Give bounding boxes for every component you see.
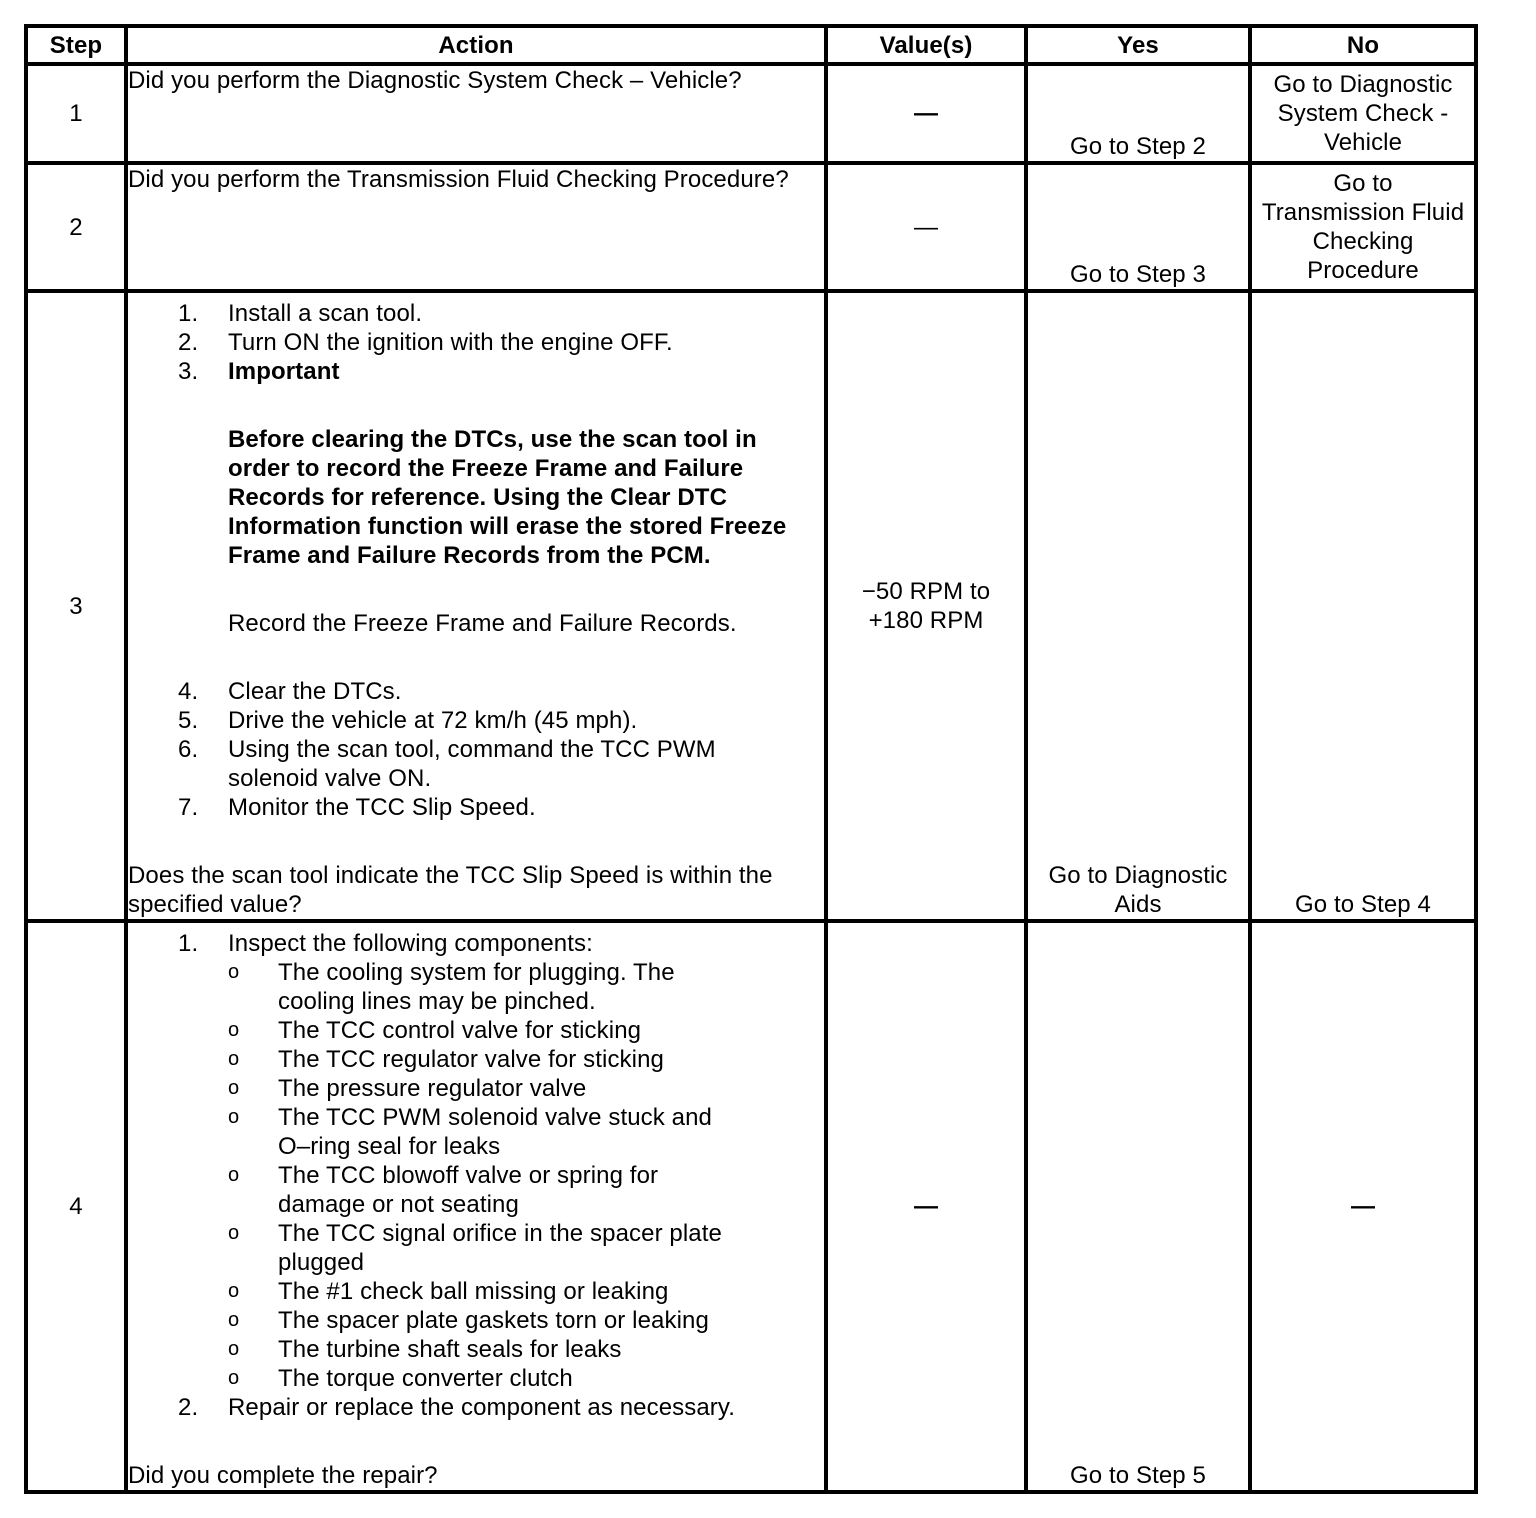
step-number: 4 xyxy=(26,921,126,1492)
header-action: Action xyxy=(126,26,826,64)
component-text xyxy=(278,1161,824,1219)
component-item xyxy=(228,1103,824,1161)
action-cell xyxy=(126,64,826,163)
component-line: The torque converter clutch xyxy=(278,1365,573,1392)
yes-line: Aids xyxy=(1114,891,1162,918)
component-text xyxy=(278,1074,824,1103)
list-text xyxy=(228,735,824,793)
no-line: Checking xyxy=(1312,228,1414,255)
list-number: 2. xyxy=(178,1394,199,1421)
list-text: Turn ON the ignition with the engine OFF. xyxy=(228,329,673,356)
list-number: 1. xyxy=(178,930,199,957)
header-no: No xyxy=(1250,26,1476,64)
no-cell: Go to Step 4 xyxy=(1250,291,1476,921)
component-item xyxy=(228,1161,824,1219)
component-line: O–ring seal for leaks xyxy=(278,1133,501,1160)
table-row xyxy=(26,921,1476,1492)
header-step: Step xyxy=(26,26,126,64)
note-line: Frame and Failure Records from the PCM. xyxy=(228,542,711,569)
note-line: Before clearing the DTCs, use the scan tool in xyxy=(228,426,757,453)
yes-cell: Go to Step 5 xyxy=(1026,921,1250,1492)
list-text: Clear the DTCs. xyxy=(228,678,402,705)
bullet-icon: o xyxy=(228,1106,240,1128)
action-question: Did you perform the Transmission Fluid Checking Procedure? xyxy=(128,166,789,193)
component-text xyxy=(278,1016,824,1045)
list-item xyxy=(178,299,824,328)
bullet-icon: o xyxy=(228,1164,240,1186)
component-item xyxy=(228,1277,824,1306)
component-line: The TCC control valve for sticking xyxy=(278,1017,642,1044)
action-question: Did you complete the repair? xyxy=(128,1462,438,1489)
list-item xyxy=(178,1393,824,1422)
note-line: order to record the Freeze Frame and Failure xyxy=(228,455,744,482)
component-item xyxy=(228,1306,824,1335)
bullet-icon: o xyxy=(228,1338,240,1360)
action-cell xyxy=(126,921,826,1492)
value-cell: — xyxy=(826,163,1026,291)
list-text: Monitor the TCC Slip Speed. xyxy=(228,794,536,821)
list-number: 3. xyxy=(178,358,199,385)
component-item xyxy=(228,1045,824,1074)
value-line: −50 RPM to xyxy=(861,578,991,605)
component-text xyxy=(278,1335,824,1364)
component-line: plugged xyxy=(278,1249,365,1276)
value-cell: — xyxy=(826,64,1026,163)
component-line: The TCC regulator valve for sticking xyxy=(278,1046,664,1073)
no-line: Transmission Fluid xyxy=(1261,199,1465,226)
important-note xyxy=(228,425,824,570)
action-cell xyxy=(126,163,826,291)
component-line: The TCC signal orifice in the spacer plate xyxy=(278,1220,722,1247)
important-heading: Important xyxy=(228,358,340,385)
no-line: Go to Diagnostic xyxy=(1273,71,1453,98)
table-row xyxy=(26,163,1476,291)
table-row xyxy=(26,291,1476,921)
bullet-icon: o xyxy=(228,1367,240,1389)
list-item xyxy=(178,677,824,706)
component-item xyxy=(228,1219,824,1277)
list-item xyxy=(178,793,824,822)
list-text: Install a scan tool. xyxy=(228,300,423,327)
component-item xyxy=(228,1016,824,1045)
component-line: The TCC blowoff valve or spring for xyxy=(278,1162,659,1189)
no-line: System Check - xyxy=(1277,100,1449,127)
diagnostic-table xyxy=(24,24,1478,1494)
bullet-icon: o xyxy=(228,1280,240,1302)
component-line: The #1 check ball missing or leaking xyxy=(278,1278,669,1305)
question-line: specified value? xyxy=(128,891,302,918)
component-text xyxy=(278,1045,824,1074)
component-line: The cooling system for plugging. The xyxy=(278,959,675,986)
bullet-icon: o xyxy=(228,1048,240,1070)
bullet-icon: o xyxy=(228,1309,240,1331)
no-line: Procedure xyxy=(1307,257,1419,284)
component-text xyxy=(278,1364,824,1393)
list-number: 4. xyxy=(178,678,199,705)
component-text xyxy=(278,1103,824,1161)
list-text: Repair or replace the component as necessary. xyxy=(228,1394,735,1421)
no-cell xyxy=(1250,64,1476,163)
list-number: 1. xyxy=(178,300,199,327)
note-line: Records for reference. Using the Clear DTC xyxy=(228,484,728,511)
list-number: 6. xyxy=(178,736,199,763)
bullet-icon: o xyxy=(228,1077,240,1099)
list-number: 2. xyxy=(178,329,199,356)
no-cell: — xyxy=(1250,921,1476,1492)
list-text: Drive the vehicle at 72 km/h (45 mph). xyxy=(228,707,638,734)
list-number: 7. xyxy=(178,794,199,821)
component-line: damage or not seating xyxy=(278,1191,519,1218)
header-row xyxy=(26,26,1476,64)
table-row xyxy=(26,64,1476,163)
yes-cell: Go to Step 2 xyxy=(1026,64,1250,163)
header-yes: Yes xyxy=(1026,26,1250,64)
component-text xyxy=(278,1277,824,1306)
value-cell xyxy=(826,291,1026,921)
value-cell: — xyxy=(826,921,1026,1492)
bullet-icon: o xyxy=(228,1019,240,1041)
component-item xyxy=(228,1335,824,1364)
action-cell xyxy=(126,291,826,921)
component-line: The TCC PWM solenoid valve stuck and xyxy=(278,1104,712,1131)
header-values: Value(s) xyxy=(826,26,1026,64)
no-line: Vehicle xyxy=(1323,129,1403,156)
component-text xyxy=(278,958,824,1016)
list-text-line: Using the scan tool, command the TCC PWM xyxy=(228,736,716,763)
list-item xyxy=(178,328,824,357)
list-number: 5. xyxy=(178,707,199,734)
component-text xyxy=(278,1219,824,1277)
component-line: cooling lines may be pinched. xyxy=(278,988,596,1015)
list-item xyxy=(178,929,824,958)
component-item xyxy=(228,1364,824,1393)
component-line: The turbine shaft seals for leaks xyxy=(278,1336,622,1363)
yes-line: Go to Diagnostic xyxy=(1048,862,1228,889)
no-line: Go to xyxy=(1333,170,1393,197)
component-item xyxy=(228,1074,824,1103)
list-text: Inspect the following components: xyxy=(228,930,593,957)
list-item xyxy=(178,357,824,386)
yes-cell xyxy=(1026,291,1250,921)
action-question: Did you perform the Diagnostic System Check – Vehicle? xyxy=(128,67,742,94)
action-question xyxy=(128,861,824,919)
bullet-icon: o xyxy=(228,1222,240,1244)
no-cell xyxy=(1250,163,1476,291)
component-line: The spacer plate gaskets torn or leaking xyxy=(278,1307,709,1334)
value-line: +180 RPM xyxy=(868,607,984,634)
list-item xyxy=(178,706,824,735)
component-text xyxy=(278,1306,824,1335)
step-number: 2 xyxy=(26,163,126,291)
bullet-icon: o xyxy=(228,961,240,983)
step-number: 3 xyxy=(26,291,126,921)
step-number: 1 xyxy=(26,64,126,163)
record-instruction: Record the Freeze Frame and Failure Records. xyxy=(228,610,737,637)
component-item xyxy=(228,958,824,1016)
note-line: Information function will erase the stored Freeze xyxy=(228,513,787,540)
question-line: Does the scan tool indicate the TCC Slip Speed is within the xyxy=(128,862,773,889)
component-list xyxy=(128,958,824,1393)
list-item xyxy=(178,735,824,793)
list-text-line: solenoid valve ON. xyxy=(228,765,432,792)
yes-cell: Go to Step 3 xyxy=(1026,163,1250,291)
component-line: The pressure regulator valve xyxy=(278,1075,587,1102)
